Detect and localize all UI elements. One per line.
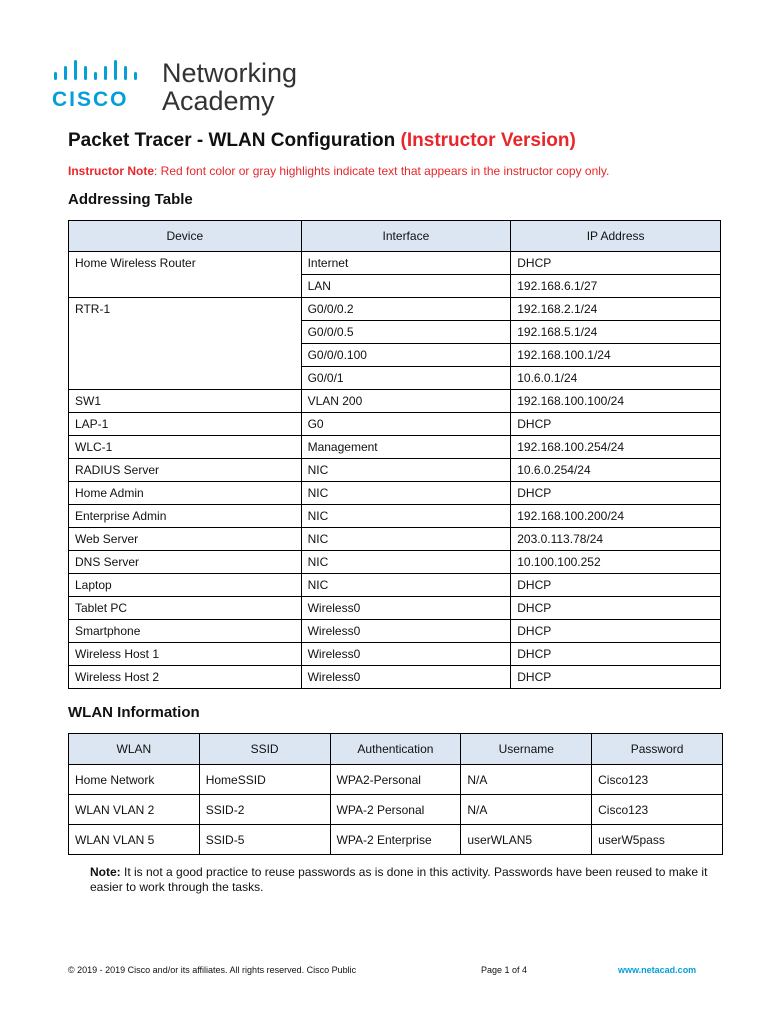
interface-cell: Wireless0 bbox=[301, 620, 511, 643]
device-cell: SW1 bbox=[69, 390, 302, 413]
ssid-cell: HomeSSID bbox=[199, 765, 330, 795]
authentication-cell: WPA-2 Enterprise bbox=[330, 825, 461, 855]
device-cell: Enterprise Admin bbox=[69, 505, 302, 528]
column-header: Username bbox=[461, 734, 592, 765]
ip-address-cell: 203.0.113.78/24 bbox=[511, 528, 721, 551]
table-row bbox=[69, 666, 721, 689]
column-header: IP Address bbox=[511, 221, 721, 252]
interface-cell: NIC bbox=[301, 574, 511, 597]
table-header-row bbox=[69, 734, 723, 765]
wlan-cell: Home Network bbox=[69, 765, 200, 795]
ip-address-cell: 192.168.100.200/24 bbox=[511, 505, 721, 528]
device-cell: Home Wireless Router bbox=[69, 252, 302, 275]
wlan-cell: WLAN VLAN 2 bbox=[69, 795, 200, 825]
cisco-wordmark: CISCO bbox=[52, 88, 129, 111]
interface-cell: Internet bbox=[301, 252, 511, 275]
interface-cell: G0/0/0.5 bbox=[301, 321, 511, 344]
cisco-networking-academy-logo bbox=[52, 58, 312, 118]
table-row bbox=[69, 574, 721, 597]
table-row bbox=[69, 482, 721, 505]
wlan-information-heading: WLAN Information bbox=[68, 704, 200, 721]
ip-address-cell: DHCP bbox=[511, 643, 721, 666]
interface-cell: NIC bbox=[301, 459, 511, 482]
note-label: Note: bbox=[90, 865, 121, 879]
interface-cell: VLAN 200 bbox=[301, 390, 511, 413]
ip-address-cell: DHCP bbox=[511, 252, 721, 275]
table-row bbox=[69, 825, 723, 855]
ip-address-cell: DHCP bbox=[511, 482, 721, 505]
note-text: It is not a good practice to reuse passwords as is done in this activity. Passwords have been reused to make it easier to work through the tasks. bbox=[90, 865, 708, 894]
device-cell: RTR-1 bbox=[69, 298, 302, 321]
device-cell: Tablet PC bbox=[69, 597, 302, 620]
device-cell: Wireless Host 1 bbox=[69, 643, 302, 666]
addressing-table bbox=[68, 220, 721, 689]
reuse-password-note bbox=[90, 865, 710, 895]
table-row bbox=[69, 528, 721, 551]
device-cell bbox=[69, 321, 302, 344]
logo-networking-text: Networking bbox=[162, 58, 298, 88]
interface-cell: G0/0/1 bbox=[301, 367, 511, 390]
interface-cell: G0 bbox=[301, 413, 511, 436]
ip-address-cell: 10.6.0.254/24 bbox=[511, 459, 721, 482]
table-row bbox=[69, 551, 721, 574]
interface-cell: Wireless0 bbox=[301, 666, 511, 689]
authentication-cell: WPA-2 Personal bbox=[330, 795, 461, 825]
table-row bbox=[69, 390, 721, 413]
table-row bbox=[69, 643, 721, 666]
instructor-note bbox=[68, 164, 609, 178]
addressing-table-heading: Addressing Table bbox=[68, 191, 193, 208]
device-cell: RADIUS Server bbox=[69, 459, 302, 482]
wlan-information-table bbox=[68, 733, 723, 855]
ssid-cell: SSID-5 bbox=[199, 825, 330, 855]
footer-url-link[interactable]: www.netacad.com bbox=[618, 965, 697, 975]
column-header: Password bbox=[592, 734, 723, 765]
interface-cell: Wireless0 bbox=[301, 597, 511, 620]
device-cell: Home Admin bbox=[69, 482, 302, 505]
column-header: Authentication bbox=[330, 734, 461, 765]
column-header: Interface bbox=[301, 221, 511, 252]
interface-cell: NIC bbox=[301, 528, 511, 551]
table-row bbox=[69, 597, 721, 620]
column-header: Device bbox=[69, 221, 302, 252]
interface-cell: Management bbox=[301, 436, 511, 459]
ip-address-cell: DHCP bbox=[511, 620, 721, 643]
interface-cell: Wireless0 bbox=[301, 643, 511, 666]
password-cell: Cisco123 bbox=[592, 795, 723, 825]
device-cell: LAP-1 bbox=[69, 413, 302, 436]
logo-academy-text: Academy bbox=[162, 86, 275, 116]
ip-address-cell: DHCP bbox=[511, 597, 721, 620]
cisco-bridge-icon bbox=[52, 58, 152, 86]
ip-address-cell: 10.100.100.252 bbox=[511, 551, 721, 574]
table-row bbox=[69, 298, 721, 321]
table-row bbox=[69, 275, 721, 298]
interface-cell: LAN bbox=[301, 275, 511, 298]
table-row bbox=[69, 367, 721, 390]
table-row bbox=[69, 795, 723, 825]
table-row bbox=[69, 344, 721, 367]
ip-address-cell: DHCP bbox=[511, 413, 721, 436]
ip-address-cell: 192.168.100.100/24 bbox=[511, 390, 721, 413]
column-header: WLAN bbox=[69, 734, 200, 765]
interface-cell: NIC bbox=[301, 551, 511, 574]
column-header: SSID bbox=[199, 734, 330, 765]
device-cell: Wireless Host 2 bbox=[69, 666, 302, 689]
footer-copyright: © 2019 - 2019 Cisco and/or its affiliates. All rights reserved. Cisco Public bbox=[68, 965, 357, 975]
table-row bbox=[69, 321, 721, 344]
username-cell: N/A bbox=[461, 795, 592, 825]
ip-address-cell: 192.168.6.1/27 bbox=[511, 275, 721, 298]
interface-cell: G0/0/0.2 bbox=[301, 298, 511, 321]
device-cell: Web Server bbox=[69, 528, 302, 551]
ip-address-cell: 192.168.100.254/24 bbox=[511, 436, 721, 459]
ip-address-cell: DHCP bbox=[511, 574, 721, 597]
device-cell: WLC-1 bbox=[69, 436, 302, 459]
instructor-note-text: : Red font color or gray highlights indicate text that appears in the instructor copy only. bbox=[154, 164, 610, 178]
title-version: (Instructor Version) bbox=[400, 130, 576, 151]
device-cell bbox=[69, 367, 302, 390]
ip-address-cell: DHCP bbox=[511, 666, 721, 689]
ssid-cell: SSID-2 bbox=[199, 795, 330, 825]
wlan-cell: WLAN VLAN 5 bbox=[69, 825, 200, 855]
ip-address-cell: 10.6.0.1/24 bbox=[511, 367, 721, 390]
ip-address-cell: 192.168.100.1/24 bbox=[511, 344, 721, 367]
table-row bbox=[69, 505, 721, 528]
password-cell: Cisco123 bbox=[592, 765, 723, 795]
authentication-cell: WPA2-Personal bbox=[330, 765, 461, 795]
table-row bbox=[69, 436, 721, 459]
username-cell: userWLAN5 bbox=[461, 825, 592, 855]
interface-cell: NIC bbox=[301, 482, 511, 505]
footer-page-number: Page 1 of 4 bbox=[481, 965, 528, 975]
ip-address-cell: 192.168.2.1/24 bbox=[511, 298, 721, 321]
username-cell: N/A bbox=[461, 765, 592, 795]
table-row bbox=[69, 765, 723, 795]
title-main: Packet Tracer - WLAN Configuration bbox=[68, 130, 401, 151]
interface-cell: NIC bbox=[301, 505, 511, 528]
instructor-note-label: Instructor Note bbox=[68, 164, 155, 178]
table-row bbox=[69, 620, 721, 643]
table-row bbox=[69, 252, 721, 275]
page-title bbox=[68, 130, 576, 152]
table-row bbox=[69, 459, 721, 482]
device-cell: DNS Server bbox=[69, 551, 302, 574]
device-cell: Laptop bbox=[69, 574, 302, 597]
ip-address-cell: 192.168.5.1/24 bbox=[511, 321, 721, 344]
device-cell bbox=[69, 275, 302, 298]
interface-cell: G0/0/0.100 bbox=[301, 344, 511, 367]
device-cell bbox=[69, 344, 302, 367]
table-row bbox=[69, 413, 721, 436]
table-header-row bbox=[69, 221, 721, 252]
device-cell: Smartphone bbox=[69, 620, 302, 643]
password-cell: userW5pass bbox=[592, 825, 723, 855]
